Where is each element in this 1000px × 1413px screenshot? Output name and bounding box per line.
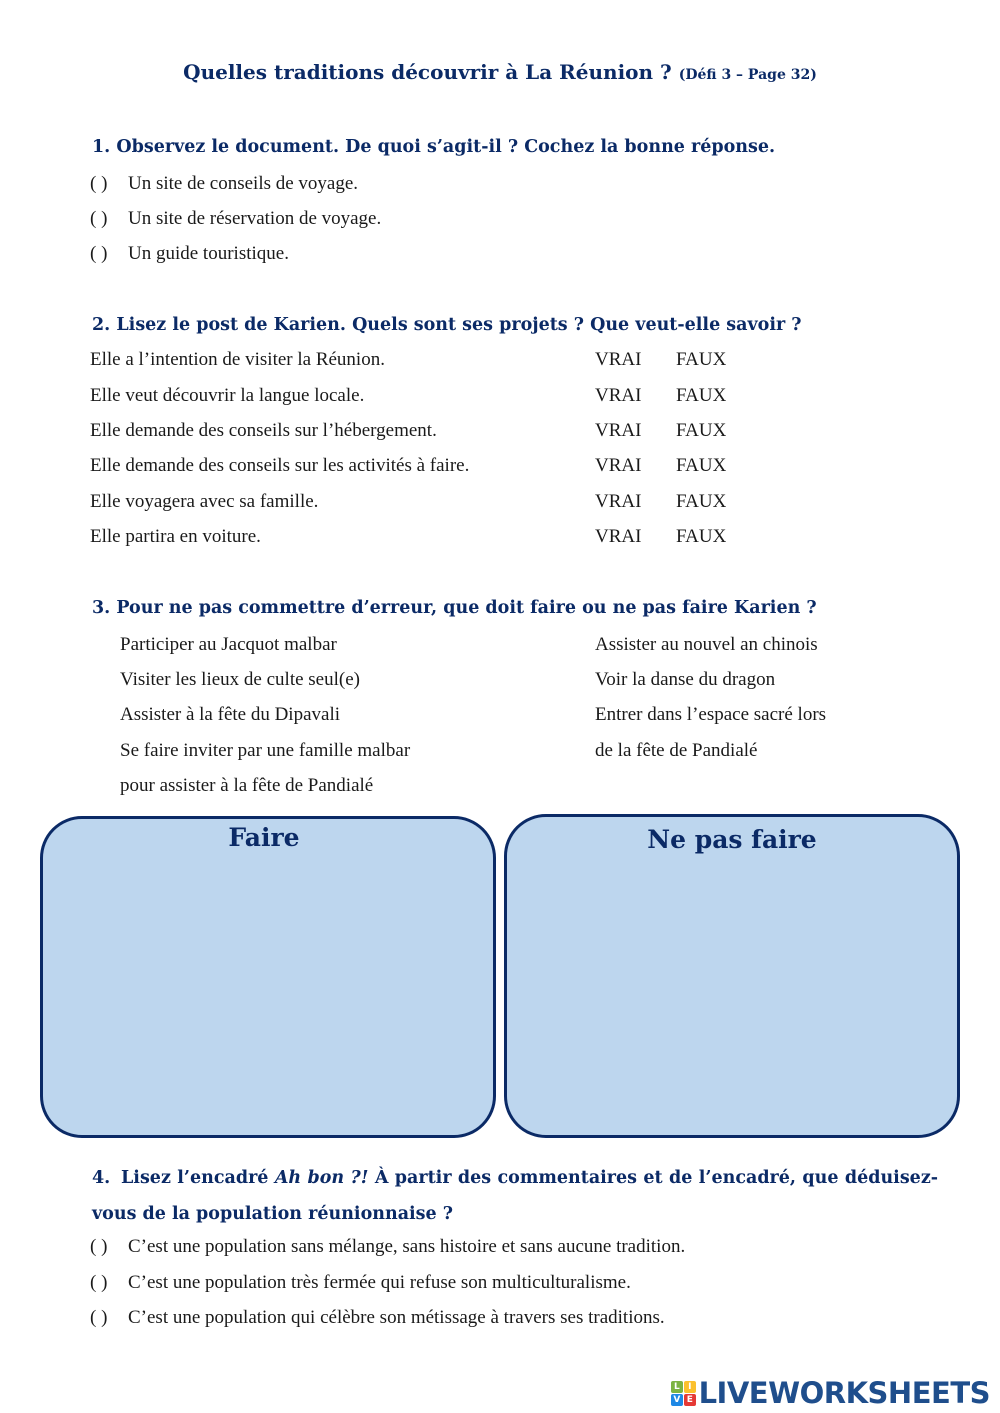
vrai-option[interactable]: VRAI xyxy=(595,420,642,441)
draggable-item[interactable]: pour assister à la fête de Pandialé xyxy=(120,775,374,796)
worksheet-title xyxy=(0,60,1000,84)
q4-option-1[interactable] xyxy=(90,1236,685,1258)
draggable-item[interactable]: Se faire inviter par une famille malbar xyxy=(120,740,411,761)
question-4 xyxy=(92,1160,938,1232)
option-label: C’est une population très fermée qui refuse son multiculturalisme. xyxy=(128,1272,631,1293)
vrai-option[interactable]: VRAI xyxy=(595,491,642,512)
question-3: 3. Pour ne pas commettre d’erreur, que doit faire ou ne pas faire Karien ? xyxy=(92,598,817,618)
vrai-option[interactable]: VRAI xyxy=(595,455,642,476)
faux-option[interactable]: FAUX xyxy=(676,385,727,406)
logo-letter: E xyxy=(684,1394,696,1406)
draggable-item[interactable]: Visiter les lieux de culte seul(e) xyxy=(120,669,360,690)
option-label: C’est une population qui célèbre son métissage à travers ses traditions. xyxy=(128,1307,665,1328)
draggable-item[interactable]: Assister à la fête du Dipavali xyxy=(120,704,341,725)
option-label: C’est une population sans mélange, sans histoire et sans aucune tradition. xyxy=(128,1236,686,1257)
question-italic: Ah bon ?! xyxy=(274,1168,369,1188)
question-text-2: À partir des commentaires et de l’encadré, que déduisez-vous de la population réunionnaise ? xyxy=(92,1168,939,1224)
draggable-item[interactable]: de la fête de Pandialé xyxy=(595,740,758,761)
faux-option[interactable]: FAUX xyxy=(676,349,727,370)
title-subtitle: (Défi 3 – Page 32) xyxy=(678,67,817,83)
checkbox-marker[interactable]: ( ) xyxy=(90,173,108,194)
faux-option[interactable]: FAUX xyxy=(676,491,727,512)
q4-option-2[interactable] xyxy=(90,1272,631,1294)
statement-text: Elle demande des conseils sur l’hébergement. xyxy=(90,420,437,441)
vrai-option[interactable]: VRAI xyxy=(595,349,642,370)
draggable-item[interactable]: Participer au Jacquot malbar xyxy=(120,634,337,655)
ne-pas-faire-title: Ne pas faire xyxy=(647,825,817,854)
statement-text: Elle veut découvrir la langue locale. xyxy=(90,385,365,406)
faux-option[interactable]: FAUX xyxy=(676,420,727,441)
faire-drop-zone[interactable] xyxy=(40,816,496,1138)
checkbox-marker[interactable]: ( ) xyxy=(90,208,108,229)
checkbox-marker[interactable]: ( ) xyxy=(90,1236,108,1257)
option-label: Un guide touristique. xyxy=(128,243,289,264)
q1-option-2[interactable] xyxy=(90,208,381,230)
question-1: 1. Observez le document. De quoi s’agit-il ? Cochez la bonne réponse. xyxy=(92,137,776,157)
q1-option-3[interactable] xyxy=(90,243,289,265)
faux-option[interactable]: FAUX xyxy=(676,455,727,476)
question-number: 4. xyxy=(92,1168,111,1188)
logo-letter: V xyxy=(671,1394,683,1406)
checkbox-marker[interactable]: ( ) xyxy=(90,243,108,264)
draggable-item[interactable]: Entrer dans l’espace sacré lors xyxy=(595,704,827,725)
logo-text: LIVEWORKSHEETS xyxy=(698,1376,990,1410)
statement-text: Elle demande des conseils sur les activités à faire. xyxy=(90,455,470,476)
liveworksheets-logo xyxy=(671,1376,990,1410)
logo-icon xyxy=(671,1381,696,1406)
statement-text: Elle voyagera avec sa famille. xyxy=(90,491,319,512)
faire-title: Faire xyxy=(228,823,300,852)
ne-pas-faire-drop-zone[interactable] xyxy=(504,814,960,1138)
option-label: Un site de conseils de voyage. xyxy=(128,173,359,194)
statement-text: Elle a l’intention de visiter la Réunion. xyxy=(90,349,385,370)
statement-text: Elle partira en voiture. xyxy=(90,526,261,547)
logo-letter: L xyxy=(671,1381,683,1393)
vrai-option[interactable]: VRAI xyxy=(595,385,642,406)
question-text-1: Lisez l’encadré xyxy=(121,1168,269,1188)
q1-option-1[interactable] xyxy=(90,173,358,195)
draggable-item[interactable]: Assister au nouvel an chinois xyxy=(595,634,818,655)
q4-option-3[interactable] xyxy=(90,1307,665,1329)
vrai-option[interactable]: VRAI xyxy=(595,526,642,547)
question-2: 2. Lisez le post de Karien. Quels sont ses projets ? Que veut-elle savoir ? xyxy=(92,315,802,335)
faux-option[interactable]: FAUX xyxy=(676,526,727,547)
checkbox-marker[interactable]: ( ) xyxy=(90,1307,108,1328)
draggable-item[interactable]: Voir la danse du dragon xyxy=(595,669,776,690)
option-label: Un site de réservation de voyage. xyxy=(128,208,382,229)
title-text: Quelles traditions découvrir à La Réunion ? xyxy=(183,60,672,84)
checkbox-marker[interactable]: ( ) xyxy=(90,1272,108,1293)
logo-letter: I xyxy=(684,1381,696,1393)
